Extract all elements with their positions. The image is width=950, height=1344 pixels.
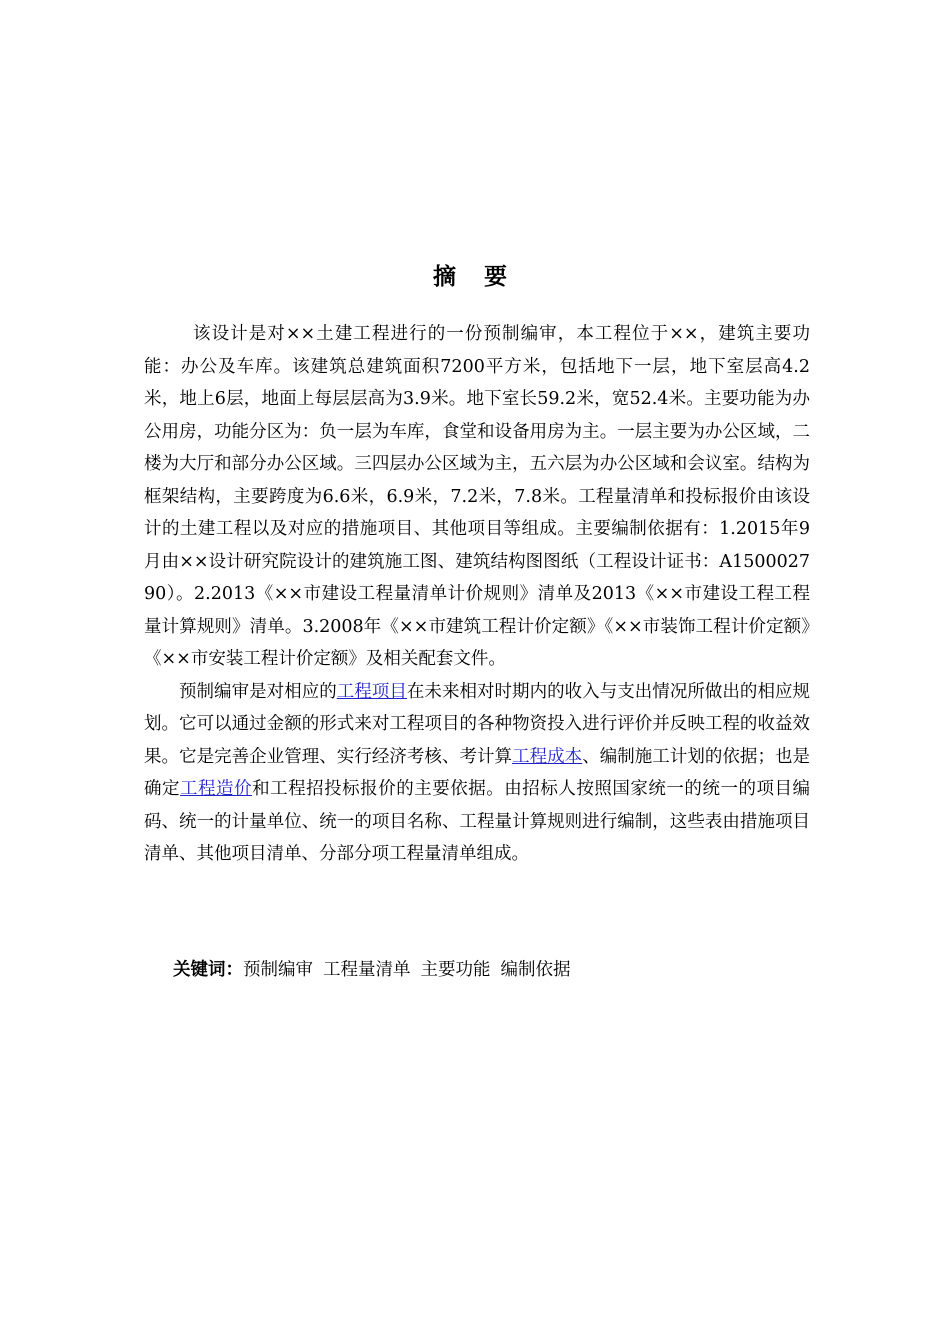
link-engineering-pricing[interactable]: 工程造价 — [180, 779, 253, 799]
abstract-body — [144, 318, 810, 871]
abstract-paragraph-2 — [144, 676, 810, 871]
keyword-item: 主要功能 — [420, 960, 491, 980]
keywords-line — [173, 956, 813, 984]
abstract-paragraph-1: 该设计是对××土建工程进行的一份预制编审，本工程位于××，建筑主要功能：办公及车库。该建筑总建筑面积7200平方米，包括地下一层，地下室层高4.2米，地上6层，地面上每层层高为3.9米。地下室长59.2米，宽52.4米。主要功能为办公用房，功能分区为：负一层为车库，食堂和设备用房为主。一层主要为办公区域，二楼为大厅和部分办公区域。三四层办公区域为主，五六层为办公区域和会议室。结构为框架结构，主要跨度为6.6米，6.9米，7.2米，7.8米。工程量清单和投标报价由该设计的土建工程以及对应的措施项目、其他项目等组成。主要编制依据有：1.2015年9月由××设计研究院设计的建筑施工图、建筑结构图图纸（工程设计证书：A150002790）。2.2013《××市建设工程量清单计价规则》清单及2013《××市建设工程工程量计算规则》清单。3.2008年《××市建筑工程计价定额》《××市装饰工程计价定额》《××市安装工程计价定额》及相关配套文件。 — [144, 324, 810, 669]
keywords-label: 关键词： — [173, 960, 243, 980]
keyword-item: 工程量清单 — [323, 960, 411, 980]
paragraph-2-text-4: 和工程招投标报价的主要依据。由招标人按照国家统一的统一的项目编码、统一的计量单位、统一的项目名称、工程量计算规则进行编制，这些表由措施项目清单、其他项目清单、分部分项工程量清单组成。 — [144, 779, 811, 864]
paragraph-2-text-2: 在未来相对时期内的收入与支出情况所做出的相应规划。它可以通过金额的形式来对工程项目的各种物资投入进行评价并反映工程的收益效果。它是完善企业管理、实行经济考核、考计算 — [144, 681, 811, 767]
link-engineering-cost[interactable]: 工程成本 — [512, 746, 583, 767]
link-engineering-project[interactable]: 工程项目 — [336, 681, 407, 702]
keyword-item: 预制编审 — [243, 960, 313, 980]
abstract-title: 摘 要 — [432, 264, 517, 290]
paragraph-2-text-1: 预制编审是对相应的 — [179, 681, 337, 702]
paragraph-2-text-3: 、编制施工计划的依据；也是确定 — [144, 746, 811, 799]
keyword-item: 编制依据 — [500, 960, 571, 980]
